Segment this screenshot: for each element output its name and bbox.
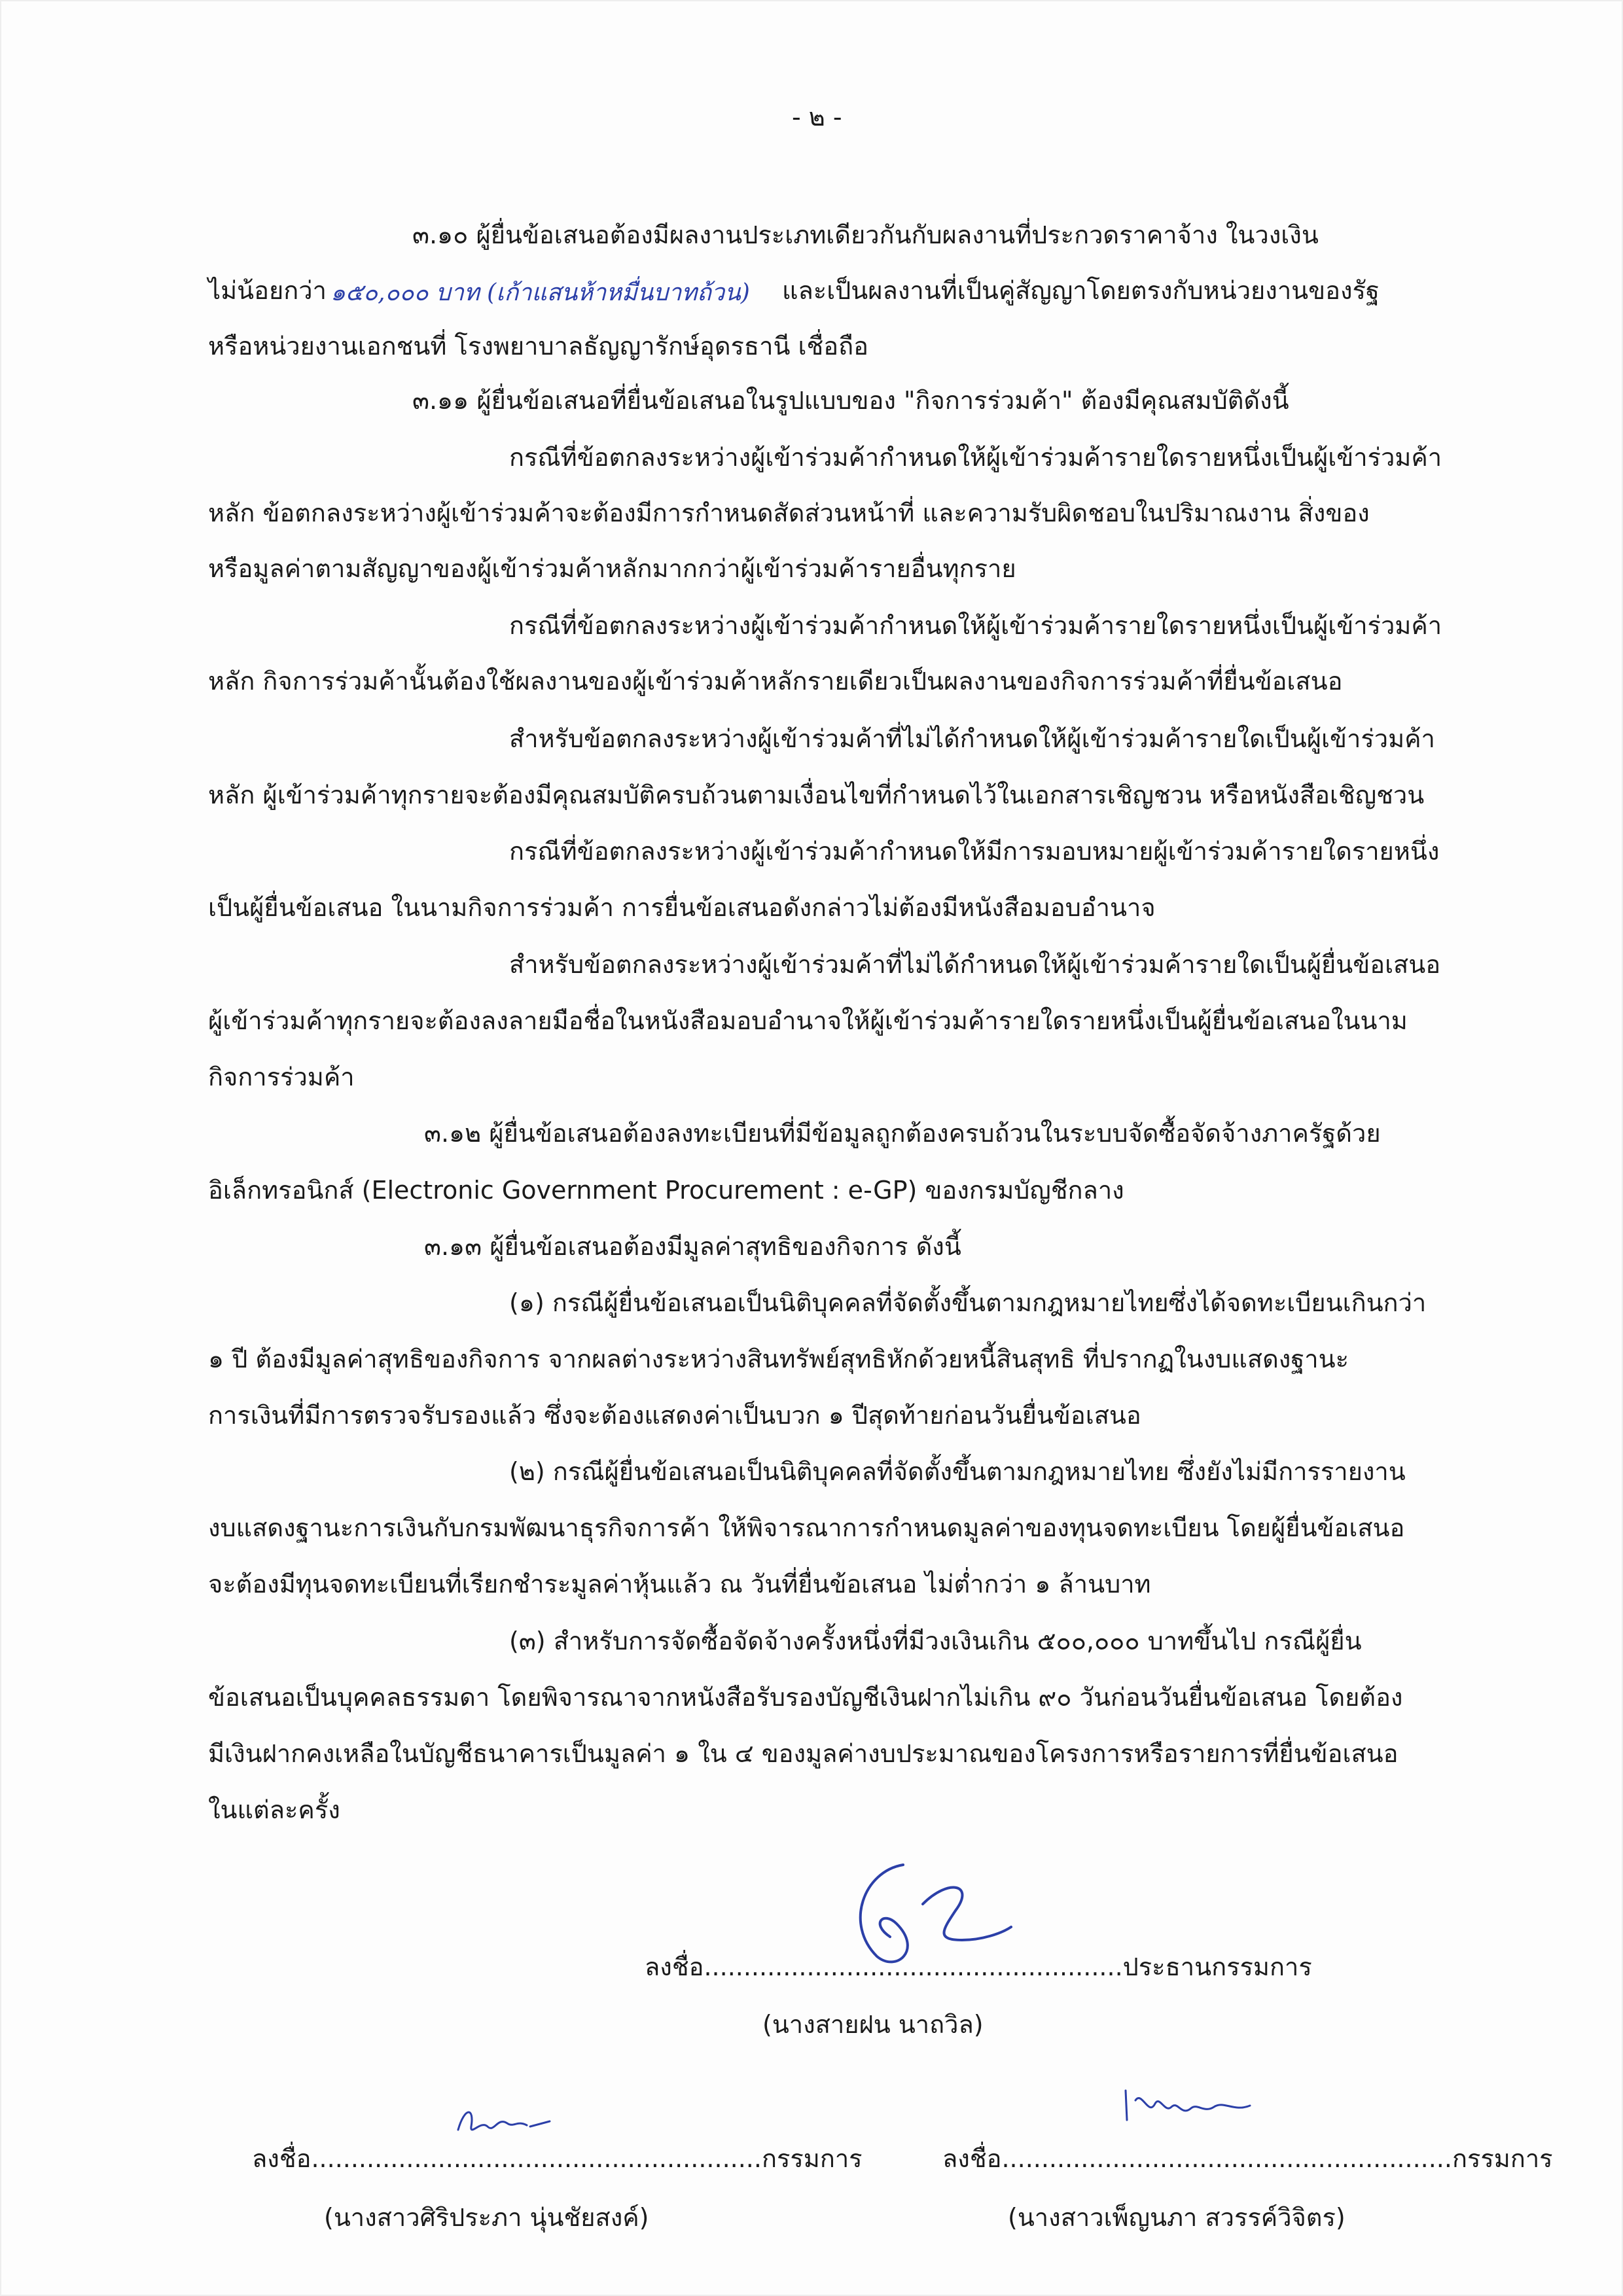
paragraph-line: (๒) กรณีผู้ยื่นข้อเสนอเป็นนิติบุคคลที่จัดตั้งขึ้นตามกฎหมายไทย ซึ่งยังไม่มีการรายงาน [509,1457,1406,1486]
paragraph-line: (๑) กรณีผู้ยื่นข้อเสนอเป็นนิติบุคคลที่จัดตั้งขึ้นตามกฎหมายไทยซึ่งได้จดทะเบียนเกินกว่า [509,1288,1427,1317]
paragraph-line: หรือมูลค่าตามสัญญาของผู้เข้าร่วมค้าหลักมากกว่าผู้เข้าร่วมค้ารายอื่นทุกราย [208,554,1016,583]
handwritten-amount: ๑๕๐,๐๐๐ บาท (เก้าแสนห้าหมื่นบาทถ้วน) [330,279,750,306]
paragraph-line: สำหรับข้อตกลงระหว่างผู้เข้าร่วมค้าที่ไม่ได้กำหนดให้ผู้เข้าร่วมค้ารายใดเป็นผู้ยื่นข้อเสนอ [509,950,1441,979]
right-member-name: (นางสาวเพ็ญนภา สวรรค์วิจิตร) [1008,2203,1346,2232]
paragraph-line: มีเงินฝากคงเหลือในบัญชีธนาคารเป็นมูลค่า ๑ ใน ๔ ของมูลค่างบประมาณของโครงการหรือรายการที่ยื่นข้อเสนอ [208,1739,1399,1768]
clause-3-10-end: หรือหน่วยงานเอกชนที่ โรงพยาบาลธัญญารักษ์อุดรธานี เชื่อถือ [208,332,868,361]
paragraph-line: กรณีที่ข้อตกลงระหว่างผู้เข้าร่วมค้ากำหนดให้มีการมอบหมายผู้เข้าร่วมค้ารายใดรายหนึ่ง [509,837,1440,866]
paragraph-line: งบแสดงฐานะการเงินกับกรมพัฒนาธุรกิจการค้า ให้พิจารณาการกำหนดมูลค่าของทุนจดทะเบียน โดยผู้ยื่นข้อเสนอ [208,1513,1405,1542]
chair-sign-line: ลงชื่อ.....................................................ประธานกรรมการ [645,1952,1312,1981]
paragraph-line: การเงินที่มีการตรวจรับรองแล้ว ซึ่งจะต้องแสดงค่าเป็นบวก ๑ ปีสุดท้ายก่อนวันยื่นข้อเสนอ [208,1401,1141,1430]
chair-name: (นางสายฝน นาถวิล) [762,2010,984,2039]
paragraph-line: เป็นผู้ยื่นข้อเสนอ ในนามกิจการร่วมค้า การยื่นข้อเสนอดังกล่าวไม่ต้องมีหนังสือมอบอำนาจ [208,893,1156,922]
paragraph-line: หลัก ข้อตกลงระหว่างผู้เข้าร่วมค้าจะต้องมีการกำหนดสัดส่วนหน้าที่ และความรับผิดชอบในปริมาณงาน สิ่งของ [208,499,1370,527]
paragraph-line: อิเล็กทรอนิกส์ (Electronic Government Procurement : e-GP) ของกรมบัญชีกลาง [208,1176,1124,1205]
clause-3-12: ๓.๑๒ ผู้ยื่นข้อเสนอต้องลงทะเบียนที่มีข้อมูลถูกต้องครบถ้วนในระบบจัดซื้อจัดจ้างภาครัฐด้วย [424,1119,1381,1148]
paragraph-line: ข้อเสนอเป็นบุคคลธรรมดา โดยพิจารณาจากหนังสือรับรองบัญชีเงินฝากไม่เกิน ๙๐ วันก่อนวันยื่นข้อเสนอ โดยต้อง [208,1683,1403,1712]
paragraph-line: กรณีที่ข้อตกลงระหว่างผู้เข้าร่วมค้ากำหนดให้ผู้เข้าร่วมค้ารายใดรายหนึ่งเป็นผู้เข้าร่วมค้า [509,611,1442,640]
paragraph-line: จะต้องมีทุนจดทะเบียนที่เรียกชำระมูลค่าหุ้นแล้ว ณ วันที่ยื่นข้อเสนอ ไม่ต่ำกว่า ๑ ล้านบาท [208,1570,1151,1598]
right-member-sign-line: ลงชื่อ.........................................................กรรมการ [942,2144,1553,2173]
clause-3-11: ๓.๑๑ ผู้ยื่นข้อเสนอที่ยื่นข้อเสนอในรูปแบบของ "กิจการร่วมค้า" ต้องมีคุณสมบัติดังนี้ [412,386,1289,415]
paragraph-line: สำหรับข้อตกลงระหว่างผู้เข้าร่วมค้าที่ไม่ได้กำหนดให้ผู้เข้าร่วมค้ารายใดเป็นผู้เข้าร่วมค้า [509,724,1435,753]
paragraph-line: หลัก ผู้เข้าร่วมค้าทุกรายจะต้องมีคุณสมบัติครบถ้วนตามเงื่อนไขที่กำหนดไว้ในเอกสารเชิญชวน หรือหนังสือเชิญชวน [208,781,1425,809]
left-member-sign-line: ลงชื่อ.........................................................กรรมการ [252,2144,863,2173]
left-member-signature [452,2100,556,2146]
clause-3-13: ๓.๑๓ ผู้ยื่นข้อเสนอต้องมีมูลค่าสุทธิของกิจการ ดังนี้ [424,1232,961,1261]
paragraph-line: ในแต่ละครั้ง [208,1795,340,1824]
paragraph-line: กรณีที่ข้อตกลงระหว่างผู้เข้าร่วมค้ากำหนดให้ผู้เข้าร่วมค้ารายใดรายหนึ่งเป็นผู้เข้าร่วมค้า [509,443,1442,472]
left-member-name: (นางสาวศิริประภา นุ่นชัยสงค์) [324,2203,649,2232]
paragraph-line: (๓) สำหรับการจัดซื้อจัดจ้างครั้งหนึ่งที่มีวงเงินเกิน ๕๐๐,๐๐๐ บาทขึ้นไป กรณีผู้ยื่น [509,1627,1362,1655]
min-amount-label: ไม่น้อยกว่า [208,276,327,305]
clause-3-10-cont: และเป็นผลงานที่เป็นคู่สัญญาโดยตรงกับหน่วยงานของรัฐ [782,276,1380,305]
clause-3-10: ๓.๑๐ ผู้ยื่นข้อเสนอต้องมีผลงานประเภทเดียวกันกับผลงานที่ประกวดราคาจ้าง ในวงเงิน [412,221,1319,249]
paragraph-line: ๑ ปี ต้องมีมูลค่าสุทธิของกิจการ จากผลต่างระหว่างสินทรัพย์สุทธิหักด้วยหนี้สินสุทธิ ที่ปรากฏในงบแสดงฐานะ [208,1345,1349,1373]
right-member-signature [1119,2081,1263,2133]
paragraph-line: ผู้เข้าร่วมค้าทุกรายจะต้องลงลายมือชื่อในหนังสือมอบอำนาจให้ผู้เข้าร่วมค้ารายใดรายหนึ่งเป็นผู้ยื่นข้อเสนอในนาม [208,1006,1408,1035]
paragraph-line: กิจการร่วมค้า [208,1063,355,1091]
page-number: - ๒ - [792,103,842,132]
paragraph-line: หลัก กิจการร่วมค้านั้นต้องใช้ผลงานของผู้เข้าร่วมค้าหลักรายเดียวเป็นผลงานของกิจการร่วมค้าที่ยื่นข้อเสนอ [208,667,1343,696]
